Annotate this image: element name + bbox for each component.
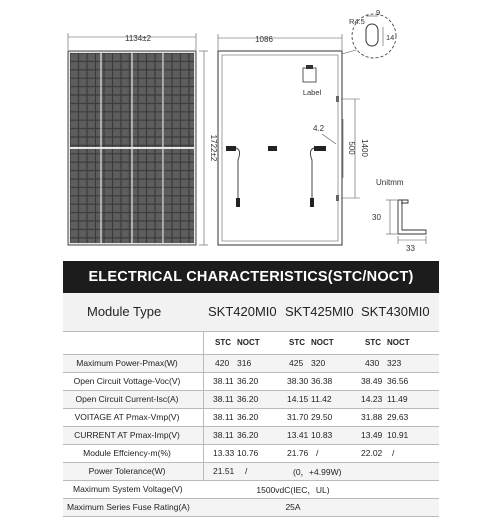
dim-mid: 500 — [347, 141, 356, 155]
cell: 10.83 — [311, 430, 333, 440]
dim-width-back: 1086 — [255, 35, 273, 44]
unit-text: Unitmm — [376, 178, 404, 187]
cell: 36.20 — [237, 394, 259, 404]
cell: 13.41 — [287, 430, 309, 440]
cell: 320 — [311, 358, 326, 368]
model-3: SKT430MI0 — [361, 304, 430, 319]
row-label: Open Circuit Vottage-Voc(V) — [73, 376, 181, 386]
table-row — [63, 373, 439, 391]
back-view — [218, 34, 369, 245]
cell: 323 — [387, 358, 402, 368]
fuse-rating-label: Maximum Series Fuse Rating(A) — [67, 502, 190, 512]
cell: 10.91 — [387, 430, 409, 440]
noct-header: NOCT — [387, 338, 410, 347]
cell: 21.51 — [213, 466, 235, 476]
model-1: SKT420MI0 — [208, 304, 277, 319]
stc-header: STC — [215, 338, 231, 347]
cell: 10.76 — [237, 448, 259, 458]
stc-noct-header-row — [63, 332, 439, 355]
dim-width-front: 1134±2 — [124, 34, 152, 43]
cell: 425 — [289, 358, 304, 368]
cell: 430 — [365, 358, 380, 368]
cell: 14.15 — [287, 394, 309, 404]
cell: 11.49 — [387, 394, 408, 404]
data-rows — [63, 355, 439, 481]
cell: 31.70 — [287, 412, 309, 422]
table-title: ELECTRICAL CHARACTERISTICS(STC/NOCT) — [63, 261, 439, 293]
row-label: Power Tolerance(W) — [88, 466, 166, 476]
row-label: CURRENT AT Pmax-Imp(V) — [74, 430, 180, 440]
cell: 36.20 — [237, 430, 259, 440]
table-row — [63, 445, 439, 463]
cell: 14.23 — [361, 394, 383, 404]
system-voltage-label: Maximum System Voltage(V) — [73, 484, 183, 494]
fuse-rating-value: 25A — [285, 502, 301, 512]
cell: 38.11 — [213, 412, 234, 422]
hole-width: 9 — [376, 8, 381, 17]
frame-profile — [372, 178, 426, 253]
system-voltage-row — [63, 481, 439, 499]
table-row — [63, 463, 439, 481]
cell: 31.88 — [361, 412, 383, 422]
fuse-rating-row — [63, 499, 439, 517]
cell: 316 — [237, 358, 252, 368]
cell: 36.38 — [311, 376, 333, 386]
cell: 13.33 — [213, 448, 235, 458]
cell: 36.20 — [237, 376, 259, 386]
model-2: SKT425MI0 — [285, 304, 354, 319]
row-label: Module Effciency-m(%) — [83, 448, 171, 458]
cell: / — [392, 448, 395, 458]
module-type-label: Module Type — [87, 304, 162, 319]
dim-hole: 4.2 — [313, 124, 325, 133]
cell: 36.56 — [387, 376, 409, 386]
row-label: Open Circuit Current-Isc(A) — [75, 394, 179, 404]
cell: / — [245, 466, 248, 476]
cell: / — [316, 448, 319, 458]
cell: 38.11 — [213, 430, 234, 440]
cell: 21.76 — [287, 448, 309, 458]
frame-height: 30 — [372, 213, 381, 222]
module-type-row — [63, 293, 439, 332]
stc-header: STC — [289, 338, 305, 347]
cell: 38.49 — [361, 376, 383, 386]
label-icon — [303, 68, 316, 82]
system-voltage-value: 1500vdC(IEC，UL) — [256, 485, 330, 495]
electrical-characteristics-table — [63, 261, 439, 517]
row-label: VOITAGE AT Pmax-Vmp(V) — [74, 412, 180, 422]
dim-height: 1722±2 — [209, 134, 218, 162]
cell: 38.11 — [213, 376, 234, 386]
cell: 22.02 — [361, 448, 383, 458]
stc-header: STC — [365, 338, 381, 347]
cell: (0，+4.99W) — [293, 467, 342, 477]
cell: 38.30 — [287, 376, 309, 386]
dim-mount: 1400 — [360, 139, 369, 157]
cell: 420 — [215, 358, 230, 368]
table-row — [63, 409, 439, 427]
cell: 13.49 — [361, 430, 383, 440]
cell: 36.20 — [237, 412, 259, 422]
table-row — [63, 391, 439, 409]
table-row — [63, 427, 439, 445]
frame-width: 33 — [406, 244, 415, 253]
hole-detail — [342, 8, 396, 58]
noct-header: NOCT — [311, 338, 334, 347]
cell: 29.50 — [311, 412, 333, 422]
hole-height: 14 — [386, 33, 395, 42]
label-text: Label — [302, 88, 322, 97]
noct-header: NOCT — [237, 338, 260, 347]
hole-radius: R4.5 — [349, 17, 365, 26]
row-label: Maximum Power-Pmax(W) — [76, 358, 178, 368]
table-row — [63, 355, 439, 373]
cell: 29.63 — [387, 412, 409, 422]
cell: 38.11 — [213, 394, 234, 404]
front-view — [68, 33, 218, 245]
cell: 11.42 — [311, 394, 332, 404]
